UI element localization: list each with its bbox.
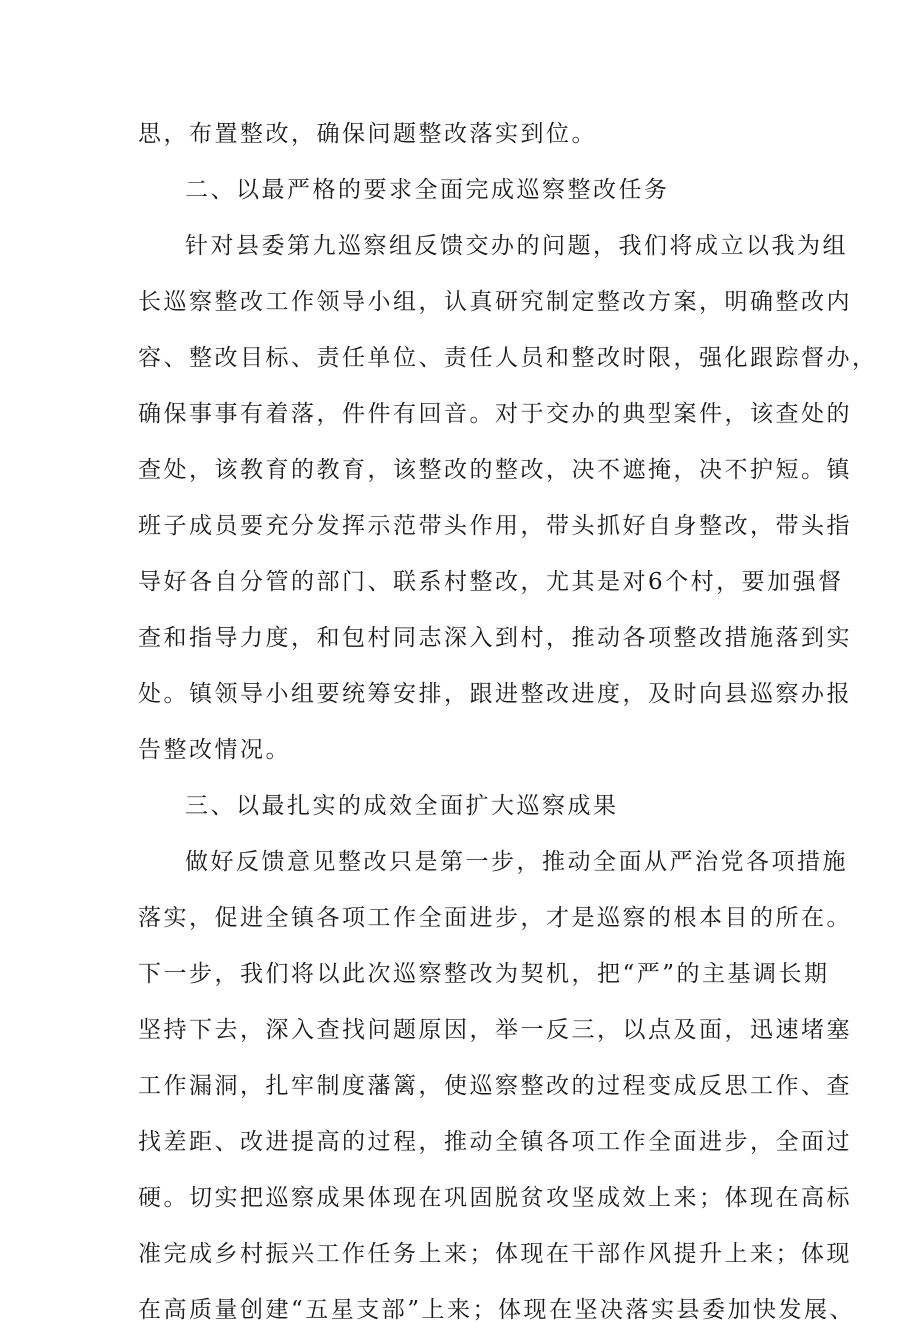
paragraph-line: 班子成员要充分发挥示范带头作用，带头抓好自身整改，带头指 xyxy=(138,513,852,539)
paragraph-line: 思，布置整改，确保问题整改落实到位。 xyxy=(138,121,597,147)
paragraph-line: 落实，促进全镇各项工作全面进步，才是巡察的根本目的所在。 xyxy=(138,905,852,931)
paragraph-line: 告整改情况。 xyxy=(138,737,291,763)
paragraph-line: 查处，该教育的教育，该整改的整改，决不遮掩，决不护短。镇 xyxy=(138,457,852,483)
paragraph-line: 找差距、改进提高的过程，推动全镇各项工作全面进步，全面过 xyxy=(138,1129,852,1155)
paragraph-line: 容、整改目标、责任单位、责任人员和整改时限，强化跟踪督办， xyxy=(138,345,878,371)
section-heading-3: 三、以最扎实的成效全面扩大巡察成果 xyxy=(185,793,619,819)
paragraph-line: 查和指导力度，和包村同志深入到村，推动各项整改措施落到实 xyxy=(138,625,852,651)
paragraph-line: 长巡察整改工作领导小组，认真研究制定整改方案，明确整改内 xyxy=(138,289,852,315)
paragraph-line: 工作漏洞，扎牢制度藩篱，使巡察整改的过程变成反思工作、查 xyxy=(138,1073,852,1099)
paragraph-line: 确保事事有着落，件件有回音。对于交办的典型案件，该查处的 xyxy=(138,401,852,427)
paragraph-line: 坚持下去，深入查找问题原因，举一反三，以点及面，迅速堵塞 xyxy=(138,1017,852,1043)
paragraph-line: 准完成乡村振兴工作任务上来；体现在干部作风提升上来；体现 xyxy=(138,1241,852,1267)
paragraph-line: 做好反馈意见整改只是第一步，推动全面从严治党各项措施 xyxy=(185,849,848,875)
paragraph-line: 处。镇领导小组要统筹安排，跟进整改进度，及时向县巡察办报 xyxy=(138,681,852,707)
paragraph-line: 针对县委第九巡察组反馈交办的问题，我们将成立以我为组 xyxy=(185,233,848,259)
paragraph-line: 导好各自分管的部门、联系村整改，尤其是对6个村，要加强督 xyxy=(138,569,844,595)
section-heading-2: 二、以最严格的要求全面完成巡察整改任务 xyxy=(185,177,670,203)
paragraph-line: 在高质量创建“五星支部”上来；体现在坚决落实县委加快发展、 xyxy=(138,1297,856,1323)
paragraph-line: 下一步，我们将以此次巡察整改为契机，把“严”的主基调长期 xyxy=(138,961,830,987)
paragraph-line: 硬。切实把巡察成果体现在巩固脱贫攻坚成效上来；体现在高标 xyxy=(138,1185,852,1211)
